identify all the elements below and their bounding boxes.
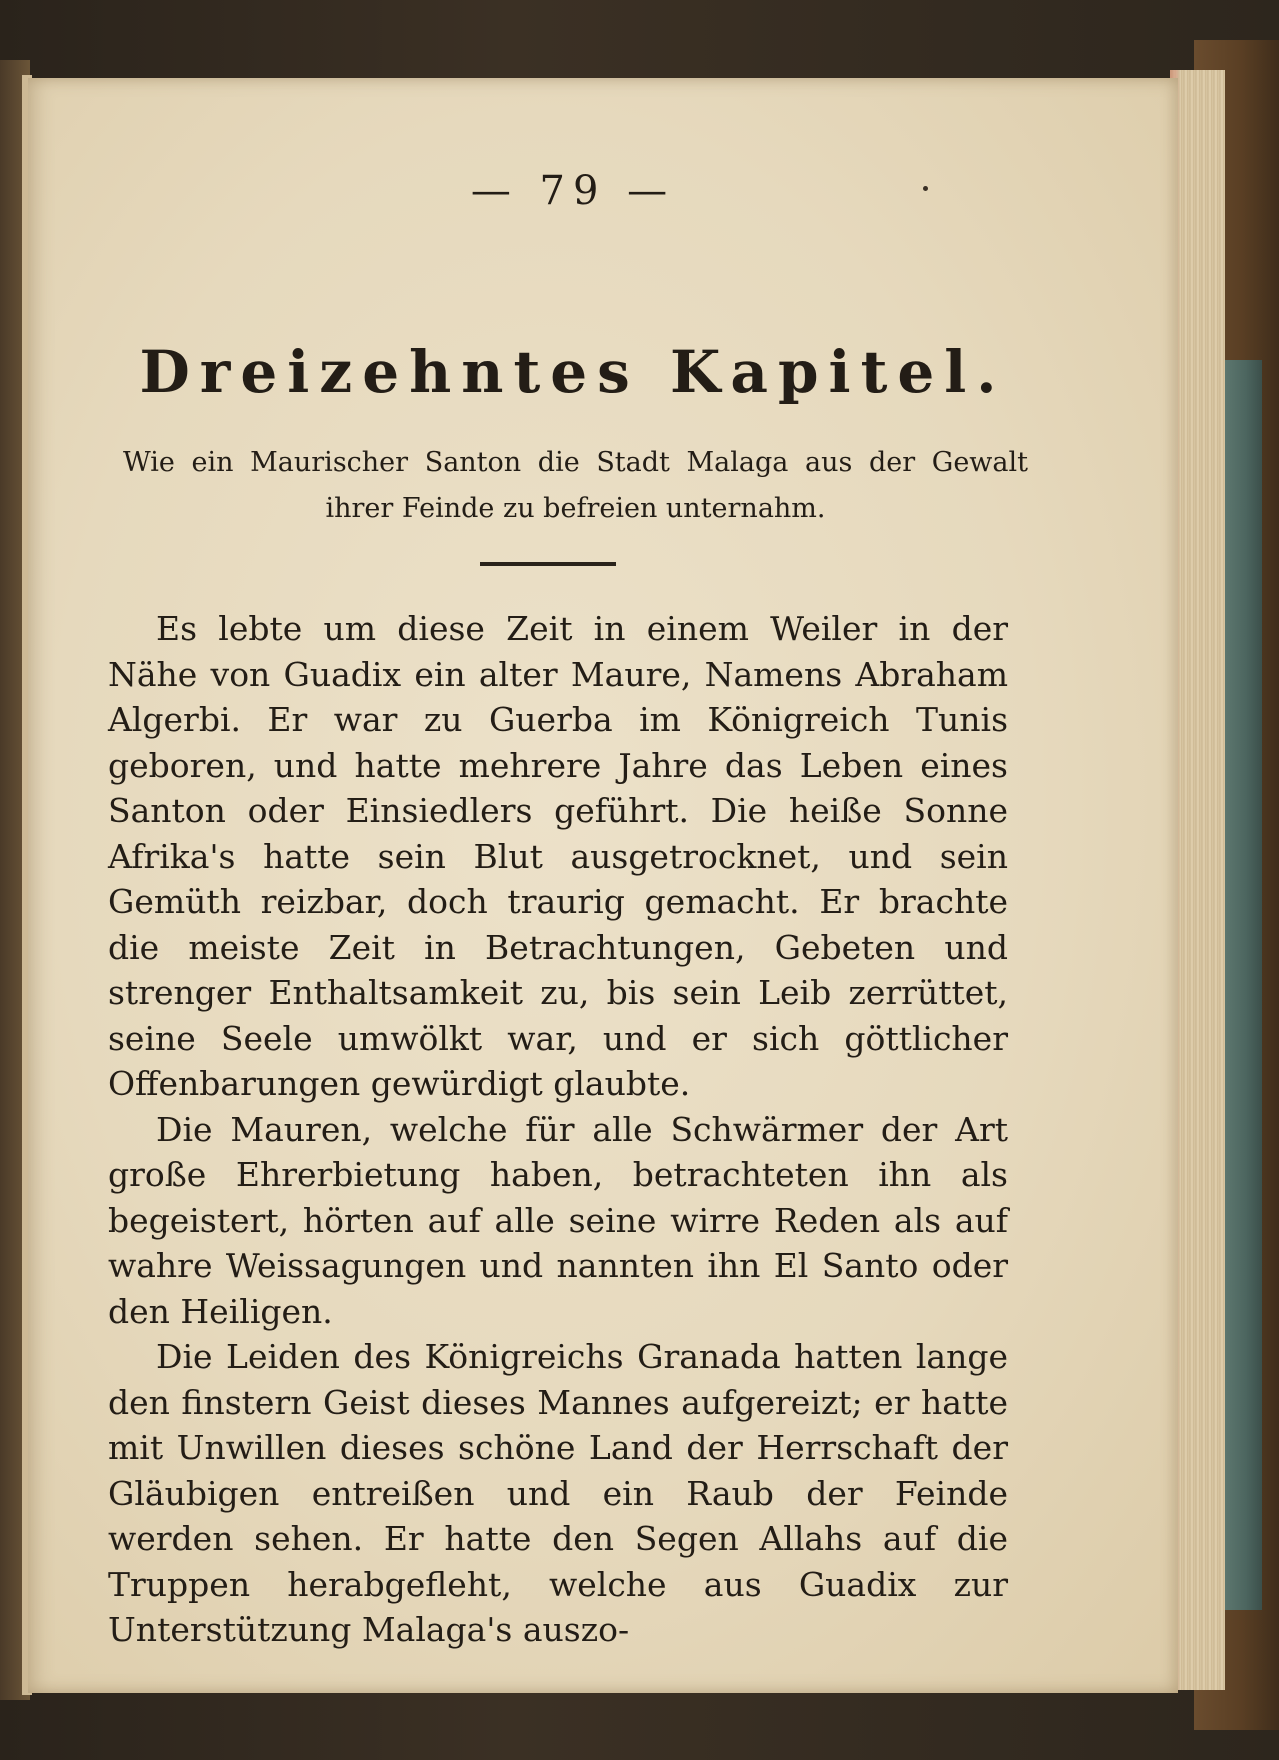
section-rule	[480, 562, 616, 566]
paragraph-1: Es lebte um diese Zeit in einem Weiler in der Nähe von Guadix ein alter Maure, Namens Abraham Algerbi. Er war zu Guerba im Königreich Tunis geboren, und hatte mehrere Jahre das Leben eines Santon oder Einsiedlers geführt. Die heiße Sonne Afrika's hatte sein Blut ausgetrocknet, und sein Gemüth reizbar, doch traurig gemacht. Er brachte die meiste Zeit in Betrachtungen, Gebeten und strenger Enthaltsamkeit zu, bis sein Leib zerrüttet, seine Seele umwölkt war, und er sich göttlicher Offenbarungen gewürdigt glaubte.	[108, 609, 1008, 1103]
cover-cloth-strip	[1222, 360, 1262, 1610]
paragraph-2: Die Mauren, welche für alle Schwärmer der Art große Ehrerbietung haben, betrachteten ihn als begeistert, hörten auf alle seine wirre Reden als auf wahre Weissagungen und nannten ihn El Santo oder den Heiligen.	[108, 1109, 1008, 1331]
chapter-subtitle: Wie ein Maurischer Santon die Stadt Malaga aus der Gewalt ihrer Feinde zu befreien unternahm.	[123, 447, 1028, 524]
page-edges	[1170, 70, 1225, 1690]
body-text	[108, 606, 1008, 1653]
paragraph-3: Die Leiden des Königreichs Granada hatten lange den finstern Geist dieses Mannes aufgereizt; er hatte mit Unwillen dieses schöne Land der Herrschaft der Gläubigen entreißen und ein Raub der Feinde werden sehen. Er hatte den Segen Allahs auf die Truppen herabgefleht, welche aus Guadix zur Unterstützung Malaga's auszo-	[108, 1337, 1008, 1649]
ink-speck	[923, 186, 928, 191]
book-page	[28, 78, 1178, 1693]
page-number: — 79 —	[470, 168, 676, 214]
chapter-title: Dreizehntes Kapitel.	[139, 338, 1007, 406]
